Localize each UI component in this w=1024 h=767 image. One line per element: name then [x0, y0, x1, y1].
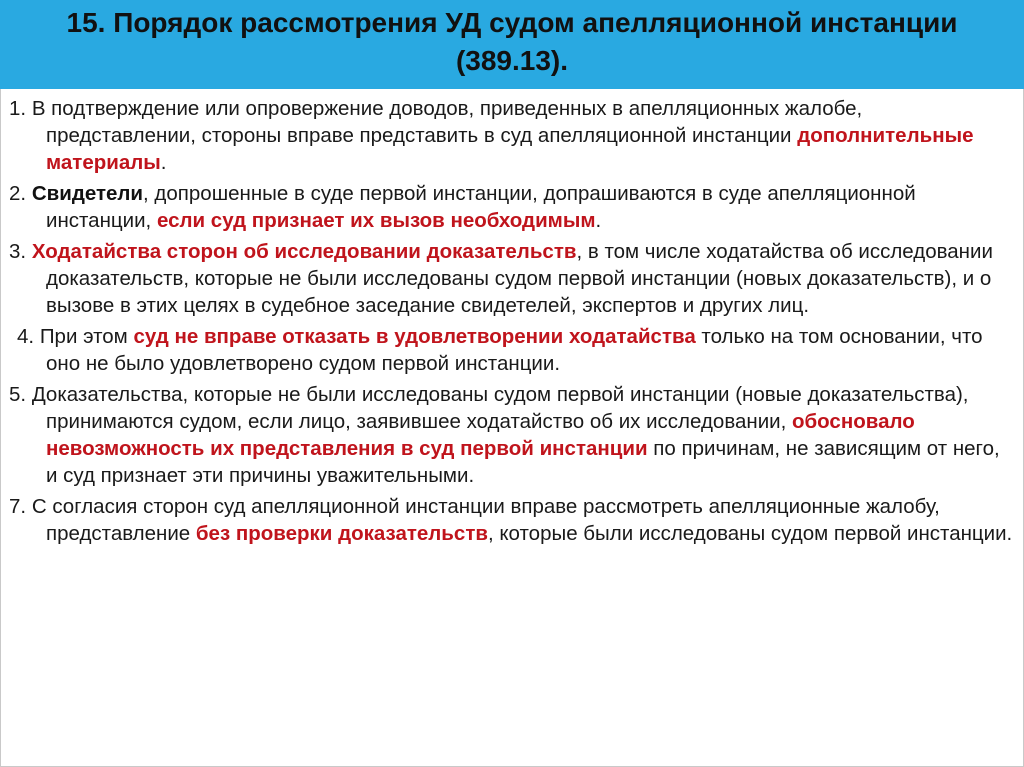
list-item — [9, 95, 1015, 176]
list-item — [9, 238, 1015, 319]
list-item — [9, 381, 1015, 489]
item-text: В подтверждение или опровержение доводов, приведенных в апелляционных жалобе, представлении, стороны вправе представить в суд апелляционной инстанции — [31, 97, 863, 147]
item-text: . — [160, 151, 167, 174]
item-number: 3. — [9, 240, 27, 263]
item-text: , допрошенные в суде первой инстанции, допрашиваются в суде апелляционной инстанции, — [46, 182, 916, 232]
bold-text: Свидетели — [31, 182, 144, 205]
item-text: по причинам, не зависящим от него, и суд признает эти причины уважительными. — [46, 437, 1000, 487]
item-number: 1. — [9, 97, 27, 120]
list-item — [9, 493, 1015, 547]
highlighted-text: суд не вправе отказать в удовлетворении ходатайства — [133, 325, 696, 348]
highlighted-text: Ходатайства сторон об исследовании доказательств — [31, 240, 577, 263]
list-item — [9, 323, 1015, 377]
item-list — [9, 95, 1015, 551]
highlighted-text: если суд признает их вызов необходимым — [156, 209, 596, 232]
title-bar — [0, 0, 1024, 89]
item-text: С согласия сторон суд апелляционной инстанции вправе рассмотреть апелляционные жалобу, представление — [31, 495, 940, 545]
item-text: только на том основании, что оно не было удовлетворено судом первой инстанции. — [46, 325, 983, 375]
slide-title: 15. Порядок рассмотрения УД судом апелляционной инстанции (389.13). — [66, 7, 958, 76]
item-text: При этом — [39, 325, 134, 348]
item-text: , в том числе ходатайства об исследовании доказательств, которые не были исследованы судом первой инстанции (новых доказательств), и о вызове в этих целях в судебное заседание свидетелей, экспертов и других лиц. — [46, 240, 993, 317]
highlighted-text: обосновало невозможность их представления в суд первой инстанции — [46, 410, 915, 460]
item-number: 5. — [9, 383, 27, 406]
item-text: . — [595, 209, 602, 232]
highlighted-text: дополнительные материалы — [46, 124, 974, 174]
content-box — [0, 89, 1024, 767]
item-text: , которые были исследованы судом первой инстанции. — [487, 522, 1013, 545]
item-number: 2. — [9, 182, 27, 205]
item-text: Доказательства, которые не были исследованы судом первой инстанции (новые доказательства), принимаются судом, если лицо, заявившее ходатайство об их исследовании, — [31, 383, 969, 433]
item-number: 4. — [17, 325, 35, 348]
list-item — [9, 180, 1015, 234]
item-number: 7. — [9, 495, 27, 518]
highlighted-text: без проверки доказательств — [195, 522, 488, 545]
